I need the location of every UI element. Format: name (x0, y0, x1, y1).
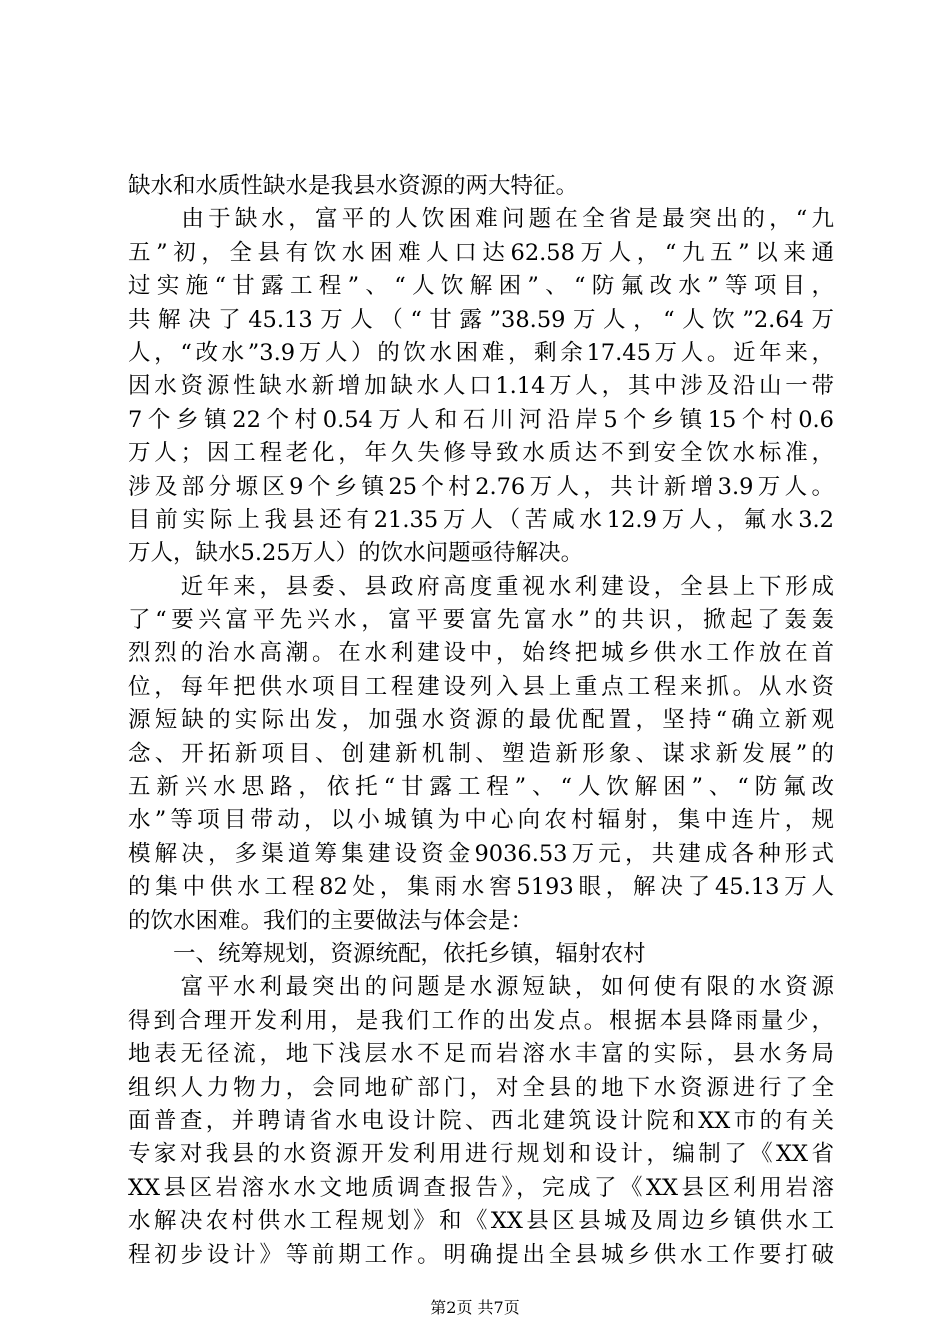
page-total: 共7页 (477, 1298, 520, 1317)
text-line: 因水资源性缺水新增加缺水人口1.14万人，其中涉及沿山一带 (128, 373, 834, 400)
text-line: XX县区岩溶水水文地质调查报告》，完成了《XX县区利用岩溶 (128, 1174, 834, 1201)
text-line: 富平水利最突出的问题是水源短缺，如何使有限的水资源 (128, 974, 834, 1001)
text-line: 涉及部分塬区9个乡镇25个村2.76万人，共计新增3.9万人。 (128, 473, 834, 500)
text-line: 的集中供水工程82处，集雨水窖5193眼，解决了45.13万人 (128, 874, 834, 901)
text-line: 地表无径流，地下浅层水不足而岩溶水丰富的实际，县水务局 (128, 1041, 834, 1068)
text-line: 了“要兴富平先兴水，富平要富先富水”的共识，掀起了轰轰 (128, 607, 834, 634)
text-line: 人，“改水”3.9万人）的饮水困难，剩余17.45万人。近年来， (128, 339, 834, 366)
text-line: 模解决，多渠道筹集建设资金9036.53万元，共建成各种形式 (128, 840, 834, 867)
text-line: 万人；因工程老化，年久失修导致水质达不到安全饮水标准， (128, 440, 834, 467)
document-body (128, 170, 834, 1272)
text-line: 位，每年把供水项目工程建设列入县上重点工程来抓。从水资 (128, 673, 834, 700)
text-line: 万人，缺水5.25万人）的饮水问题亟待解决。 (128, 540, 584, 567)
text-line: 专家对我县的水资源开发利用进行规划和设计，编制了《XX省 (128, 1141, 834, 1168)
text-line: 共解决了45.13万人（“甘露”38.59万人，“人饮”2.64万 (128, 306, 834, 333)
text-line: 组织人力物力，会同地矿部门，对全县的地下水资源进行了全 (128, 1074, 834, 1101)
text-line: 念、开拓新项目、创建新机制、塑造新形象、谋求新发展”的 (128, 740, 834, 767)
text-line: 五”初，全县有饮水困难人口达62.58万人，“九五”以来通 (128, 239, 834, 266)
text-line: 烈烈的治水高潮。在水利建设中，始终把城乡供水工作放在首 (128, 640, 834, 667)
text-line: 近年来，县委、县政府高度重视水利建设，全县上下形成 (128, 573, 834, 600)
text-line: 的饮水困难。我们的主要做法与体会是： (128, 907, 534, 934)
text-line: 面普查，并聘请省水电设计院、西北建筑设计院和XX市的有关 (128, 1107, 834, 1134)
text-line: 过实施“甘露工程”、“人饮解困”、“防氟改水”等项目， (128, 273, 834, 300)
text-line: 源短缺的实际出发，加强水资源的最优配置，坚持“确立新观 (128, 707, 834, 734)
text-line: 得到合理开发利用，是我们工作的出发点。根据本县降雨量少， (128, 1007, 834, 1034)
text-line: 目前实际上我县还有21.35万人（苦咸水12.9万人，氟水3.2 (128, 506, 834, 533)
page-number: 第2页 (430, 1298, 473, 1317)
text-line: 水解决农村供水工程规划》和《XX县区县城及周边乡镇供水工 (128, 1208, 834, 1235)
text-line: 7个乡镇22个村0.54万人和石川河沿岸5个乡镇15个村0.6 (128, 406, 834, 433)
text-line: 由于缺水，富平的人饮困难问题在全省是最突出的，“九 (128, 206, 834, 233)
page-footer (0, 1298, 950, 1318)
text-line: 水”等项目带动，以小城镇为中心向农村辐射，集中连片，规 (128, 807, 834, 834)
text-line: 程初步设计》等前期工作。明确提出全县城乡供水工作要打破 (128, 1241, 834, 1268)
text-line: 缺水和水质性缺水是我县水资源的两大特征。 (128, 173, 579, 199)
text-line: 五新兴水思路，依托“甘露工程”、“人饮解困”、“防氟改 (128, 774, 834, 801)
text-line: 一、统筹规划，资源统配，依托乡镇，辐射农村 (128, 940, 646, 967)
